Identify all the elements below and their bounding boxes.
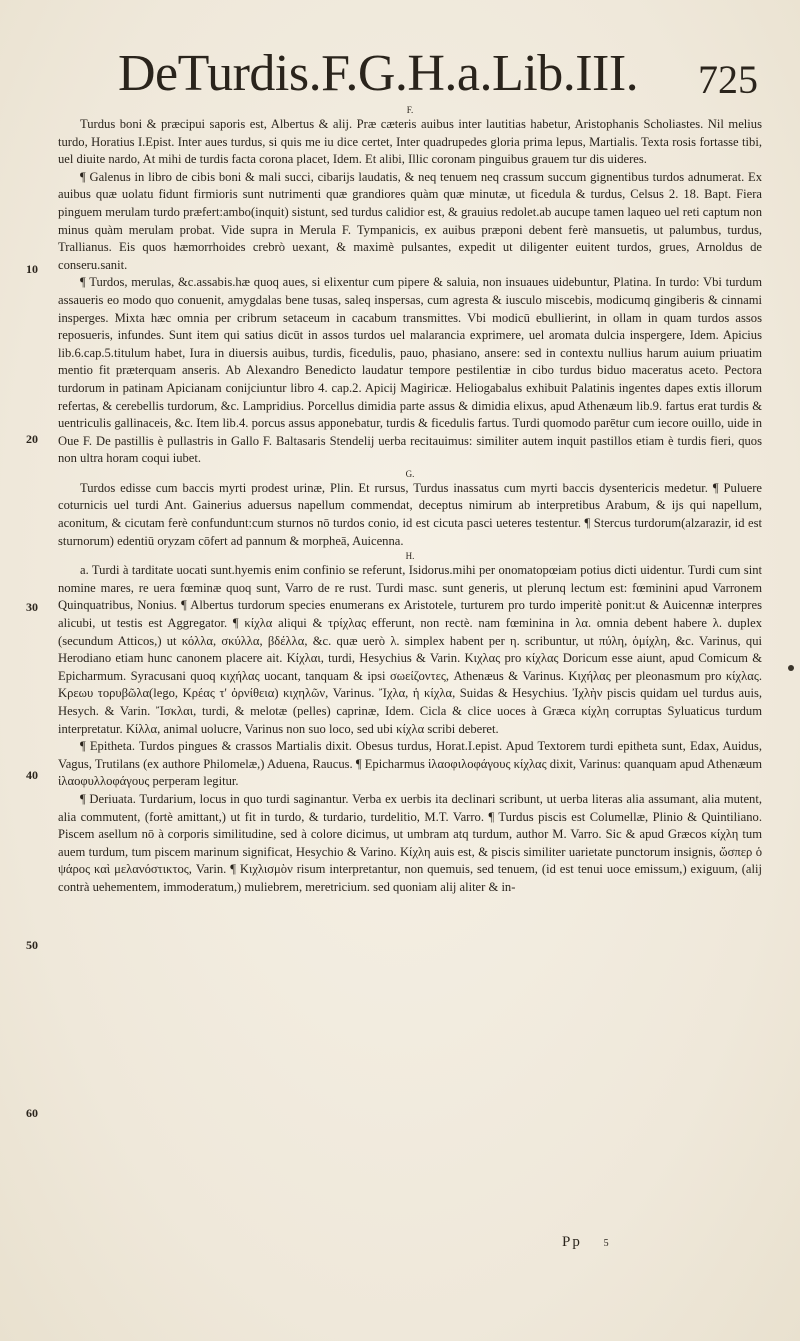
text-column [58,104,762,897]
line-number: 60 [26,1106,38,1120]
paragraph: ¶ Galenus in libro de cibis boni & mali succi, cibarijs laudatis, & neq tenuem neq crassum succum gignentibus turdos adnumerat. Ex auibus quæ uolatu fidunt firmioris sunt nutrimenti quæ grandiores quàm quæ minutæ, ut ficedula & turdus, Celsus 2. 18. Bapt. Fiera pinguem merulam turdo præfert:ambo(inquit) sistunt, sed turdus calidior est, & grauius redolet.ab aucupe tamen laqueo uel reti captum non minus quàm merulam probat. Vide supra in Merula F. Tympanicis, ex auibus præponi debent ferè mansuetis, ut palumbus, turdus, Trallianus. Eis quos hæmorrhoides crebrò uexant, & maximè pulsantes, expedit ut diligenter euitent turdos, grues, Arnoldus de conseru.sanit. [58,169,762,272]
line-number: 20 [26,432,38,446]
paragraph: a. Turdi à tarditate uocati sunt.hyemis enim confinio se referunt, Isidorus.mihi per onomatopœiam potius dicti uidentur. Turdi cum sint nomine mares, re uera fœminæ quoq sunt, Varro de re rust. Turdi masc. sunt generis, ut plerunq lectum est: fœminini apud Varronem Quinquatribus, Nonius. ¶ Albertus turdorum species enumerans ex Aristotele, turturem pro turdo imperitè ponit:ut & Auicennæ interpres alicubi, ut testis est Aggregator. ¶ κίχλα aliqui & τρίχλας efferunt, non rectè. nam fœminina in λα. omnia debent habere λ. duplex (secundum Atticos,) ut κόλλα, σκύλλα, βδέλλα, &c. quæ uerò λ. simplex habent per η. scribuntur, ut πύλη, ὁμίχλη, &c. Varinus, qui Herodiano etiam hunc canonem placere ait. Κίχλαι, turdi, Hesychius & Varin. Κιχλας pro κίχλας Doricum esse aiunt, apud Comicum & Epicharmum. Syracusani quoq κιχήλας uocant, tanquam & ipsi σωείζοντες, Athenæus & Varinus. Κιχήλας per pleonasmum pro κίχλας. Κρεωυ τορυβῶλα(lego, Κρέας τ' ὀρνίθεια) κιχηλῶν, Varinus. Ἴχλα, ἡ κίχλα, Suidas & Hesychius. Ἰχλὴν piscis quidam uel turdus auis, Hesych. & Varin. Ἴσκλαι, turdi, & melotæ (pelles) caprinæ, Idem. Cicla & clice uoces à Græca κίχλη corruptas Syluaticus turdum interpretatur. Κίλλα, animal uolucre, Varinus non suo loco, sed ubi κίχλα scribi deberet. [58,563,762,736]
signature-mark [562,1234,611,1251]
line-number: 40 [26,768,38,782]
line-number: 30 [26,600,38,614]
section-letter-f: F. [406,105,414,115]
page-number: 725 [698,57,758,102]
signature-letters: Pp [562,1234,582,1250]
section-letter-h: H. [405,551,415,562]
paragraph: ¶ Deriuata. Turdarium, locus in quo turdi saginantur. Verba ex uerbis ita declinari scribunt, ut uerba literas alia assumant, alia mutent, alia commutent, (fortè amittant,) ut fit in turdo, & turdario, turdelitio, M.T. Varro. ¶ Turdus piscis est Columellæ, Plinio & Quintiliano. Piscem asellum nō à corporis similitudine, sed à colore dicimus, ut umbram atq turdum, author M. Varro. Sic & apud Græcos κίχλη tum auem turdum, tum piscem marinum significat, Hesychio & Varino. Κίχλη auis est, & piscis similiter uarietate punctorum insignis, ὥσπερ ὁ ψάρος καὶ μελανόστικτος, Varin. ¶ Κιχλισμὸν risum interpretantur, non quemuis, sed tenuem, (id est tenui uoce emissum,) exiguum, (alij contrà uehementem, immoderatum,) muliebrem, meretricium. sed quoniam alij aliter & in- [58,791,762,894]
paragraph: ¶ Epitheta. Turdos pingues & crassos Martialis dixit. Obesus turdus, Horat.I.epist. Apud Textorem turdi epitheta sunt, Edax, Auidus, Vagus, Trutilans (ex authore Philomelæ,) Aduena, Raucus. ¶ Epicharmus ἱλαοφιλοφάγους κίχλας dixit, Varinus: quanquam apud Athenæum ἱλαοφυλλοφάγους perperam legitur. [58,739,762,789]
line-number: 50 [26,938,38,952]
line-number: 10 [26,262,38,276]
ink-dot [788,665,794,671]
signature-number: 5 [603,1238,611,1249]
section-letter-g: G. [405,468,415,479]
paragraph: Turdos edisse cum baccis myrti prodest urinæ, Plin. Et rursus, Turdus inassatus cum myrti baccis dysentericis medetur. ¶ Puluere coturnicis uel turdi Ant. Gainerius aduersus napellum commendat, deceptus nimirum ab interpretibus Arabum, & ijs qui napellum, aconitum, & cicutam ferè confundunt:cum sturnos nō turdos conio, id est cicuta pasci ueteres testentur. ¶ Stercus turdorum(alzarazir, id est sturnorum) edentiū oryzam cōfert ad pannum & morpheā, Auicenna. [58,480,762,548]
paragraph: ¶ Turdos, merulas, &c.assabis.hæ quoq aues, si elixentur cum pipere & saluia, non insuaues uidebuntur, Platina. In turdo: Vbi turdum assaueris eo modo quo conuenit, amygdalas bene tusas, saleq inspersas, cum agresta & iusculo miscebis, modicumq gingiberis & cinnami insperges. Mixta hæc omnia per cribrum setaceum in cacabum transmittes. Vbi modicū ebullierint, in ollam in quam turdos assos reposueris, infundes. Sunt item qui satius dicūt in assos turdos uel malarancia exprimere, uel aromata dulcia inspergere, Idem. Apicius lib.6.cap.5.titulum habet, Iura in diuersis auibus, turdis, ficedulis, pauo, phasiano, ansere: sed in contextu nullius harum auium priuatim mentio fit præterquam anseris. Ab Alexandro Benedicto laudatur tempore pestilentiæ in cibo turdus biduo maceratus aceto. Pectora turdorum in patinam Apicianam conijciuntur libro 4. cap.2. Apicij Magiricæ. Heliogabalus exhibuit Palatinis ingentes dapes extis illorum refertas, & cerebellis turdorum, &c. Lampridius. Porcellus dimidia parte assus & dimidia elixus, apud Athenæum lib.9. fartus erat turdis & uentriculis gallinaceis, &c. Item lib.4. porcus assus apponebatur, turdis & ficedulis fartus. Turdi quomodo parētur cum iecore ouillo, uide in Oue F. De pastillis è pullastris in Gallo F. Baltasaris Stendelij uerba recitauimus: similiter autem inquit pastillos etiam è turdis fieri, quos non ultra horam coqui iubet. [58,275,762,466]
running-header [118,44,758,104]
page-title: DeTurdis.F.G.H.a.Lib.III. [118,45,639,102]
paragraph: Turdus boni & præcipui saporis est, Albertus & alij. Præ cæteris auibus inter lautitias habetur, Aristophanis Scholiastes. Nil melius turdo, Horatius I.Epist. Inter aues turdus, si quis me iu dice certet, Inter quadrupedes gloria prima lepus, Martialis. Texta rosis fortasse tibi, uel diuite nardo, At mihi de turdis facta corona placet, Idem. Et alibi, Illic coronam pinguibus grauem tur dis uideres. [58,117,762,167]
